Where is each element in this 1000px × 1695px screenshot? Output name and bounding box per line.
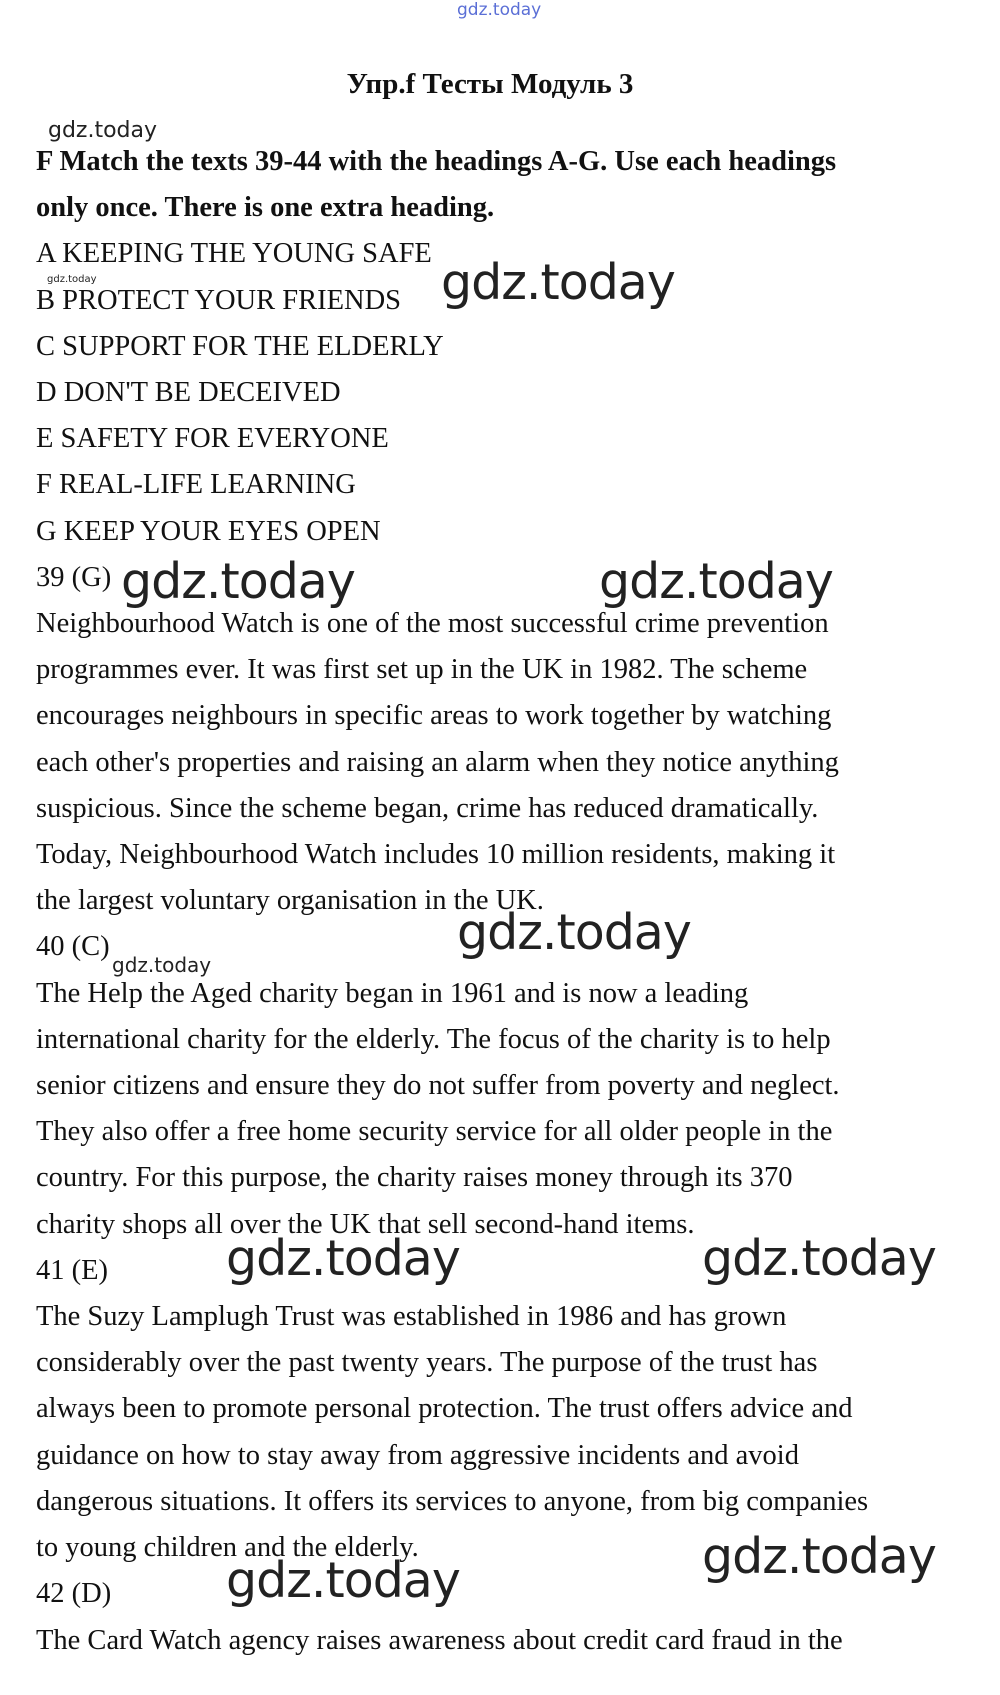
text-line: charity shops all over the UK that sell second-hand items. [36, 1208, 695, 1240]
watermark: gdz.today [47, 274, 97, 285]
text-line: always been to promote personal protection. The trust offers advice and [36, 1393, 853, 1425]
instruction-line: only once. There is one extra heading. [36, 192, 495, 224]
text-line: The Card Watch agency raises awareness about credit card fraud in the [36, 1624, 843, 1656]
text-line: The Help the Aged charity began in 1961 and is now a leading [36, 977, 749, 1009]
text-line: encourages neighbours in specific areas to work together by watching [36, 700, 832, 732]
text-line: country. For this purpose, the charity raises money through its 370 [36, 1162, 793, 1194]
text-line: guidance on how to stay away from aggressive incidents and avoid [36, 1439, 799, 1471]
watermark: gdz.today [226, 1230, 460, 1287]
text-line: to young children and the elderly. [36, 1532, 419, 1564]
text-line: Today, Neighbourhood Watch includes 10 million residents, making it [36, 839, 836, 871]
watermark: gdz.today [599, 553, 833, 610]
instruction-line: F Match the texts 39-44 with the headings A-G. Use each headings [36, 146, 837, 177]
text-line: international charity for the elderly. The focus of the charity is to help [36, 1023, 831, 1055]
watermark: gdz.today [457, 904, 691, 961]
text-line: The Suzy Lamplugh Trust was established in 1986 and has grown [36, 1301, 787, 1333]
text-line: senior citizens and ensure they do not suffer from poverty and neglect. [36, 1070, 840, 1102]
watermark: gdz.today [702, 1528, 936, 1585]
watermark: gdz.today [226, 1552, 460, 1609]
answer-label-41: 41 (E) [36, 1254, 109, 1286]
text-line: suspicious. Since the scheme began, crime has reduced dramatically. [36, 792, 819, 824]
watermark: gdz.today [457, 0, 542, 20]
text-line: They also offer a free home security service for all older people in the [36, 1116, 833, 1148]
heading-c: C SUPPORT FOR THE ELDERLY [36, 330, 444, 362]
text-line: Neighbourhood Watch is one of the most successful crime prevention [36, 608, 829, 640]
heading-f: F REAL-LIFE LEARNING [36, 469, 356, 501]
text-line: considerably over the past twenty years. The purpose of the trust has [36, 1347, 818, 1379]
answer-label-42: 42 (D) [36, 1578, 112, 1610]
watermark: gdz.today [121, 553, 355, 610]
text-line: dangerous situations. It offers its services to anyone, from big companies [36, 1485, 869, 1517]
text-line: each other's properties and raising an alarm when they notice anything [36, 746, 839, 778]
heading-e: E SAFETY FOR EVERYONE [36, 423, 389, 455]
heading-a: A KEEPING THE YOUNG SAFE [36, 238, 432, 270]
page-title: Упр.f Тесты Модуль 3 [346, 68, 634, 100]
watermark: gdz.today [112, 953, 212, 977]
answer-label-39: 39 (G) [36, 561, 112, 593]
heading-b: B PROTECT YOUR FRIENDS [36, 284, 402, 316]
watermark: gdz.today [48, 118, 158, 143]
exercise-content [36, 139, 976, 1664]
text-line: programmes ever. It was first set up in the UK in 1982. The scheme [36, 654, 808, 686]
text-line: the largest voluntary organisation in the UK. [36, 885, 544, 917]
watermark: gdz.today [441, 254, 675, 311]
heading-d: D DON'T BE DECEIVED [36, 377, 341, 409]
watermark: gdz.today [702, 1230, 936, 1287]
heading-g: G KEEP YOUR EYES OPEN [36, 515, 381, 547]
answer-label-40: 40 (C) [36, 931, 110, 963]
